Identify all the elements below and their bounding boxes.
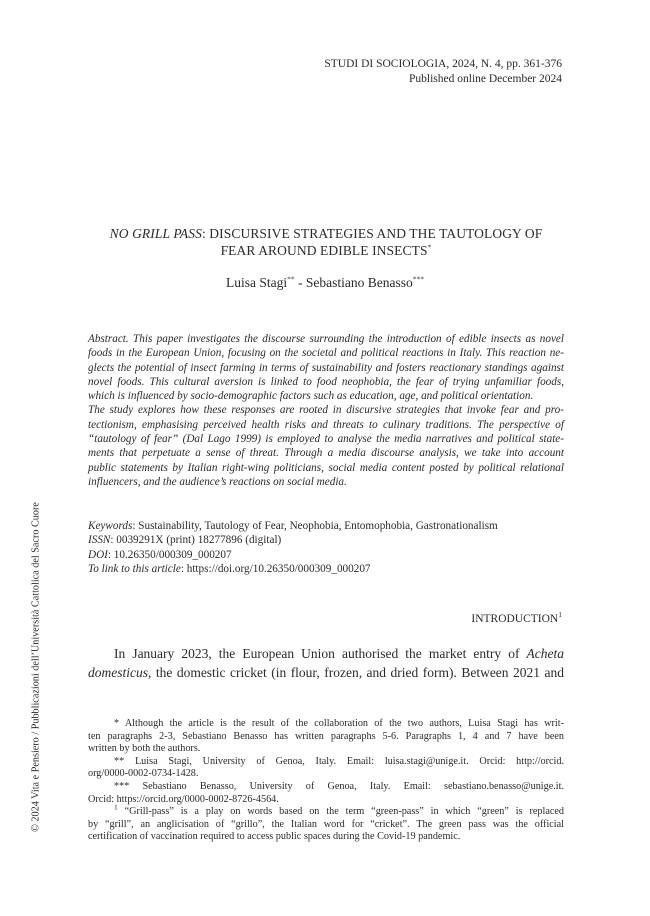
doi-value: : 10.26350/000309_000207 — [107, 548, 232, 561]
footnote-line: * Although the article is the result of the collaboration of the two authors, Luisa Stagi has writ- — [114, 718, 564, 729]
keywords-row — [88, 519, 564, 533]
body-text: In January 2023, the European Union authorised the market entry of — [114, 646, 527, 661]
journal-line: STUDI DI SOCIOLOGIA, 2024, N. 4, pp. 361-376 — [324, 58, 562, 70]
abstract-line: public statements by Italian right-wing politicians, social media content posted by political relational — [88, 461, 564, 474]
keywords-label: Keywords — [88, 520, 133, 532]
abstract — [88, 332, 564, 489]
footnote-line — [88, 802, 564, 819]
author-benasso-marker: *** — [412, 274, 424, 284]
footnote-line: certification of vaccination required to access public spaces during the Covid-19 pandemic. — [88, 831, 461, 843]
footnote-line: by “grill”, an anglicisation of “grillo”, the Italian word for “cricket”. The green pass was the official — [88, 818, 564, 830]
abstract-line: glects the potential of insect farming in terms of sustainability and fosters reactionary standings against — [88, 361, 564, 374]
species-name: domesticus — [88, 665, 148, 680]
copyright-sidebar — [26, 488, 46, 846]
author-benasso: Sebastiano Benasso — [305, 275, 413, 290]
copyright-text: © 2024 Vita e Pensiero / Pubblicazioni dell’Università Cattolica del Sacro Cuore — [30, 502, 42, 832]
title-line2: FEAR AROUND EDIBLE INSECTS — [220, 243, 428, 258]
section-heading-marker: 1 — [558, 610, 562, 620]
issn-label: ISSN — [88, 534, 111, 547]
author-stagi-marker: ** — [287, 274, 295, 284]
abstract-line: Abstract. This paper investigates the discourse surrounding the introduction of edible insects as novel — [88, 333, 564, 345]
article-link-row — [88, 562, 564, 576]
body-line — [88, 644, 564, 663]
abstract-line: The study explores how these responses are rooted in discursive strategies that invoke fear and pro- — [88, 404, 564, 417]
footnote-marker: 1 — [114, 802, 118, 812]
footnote-line: ** Luisa Stagi, University of Genoa, Italy. Email: luisa.stagi@unige.it. Orcid: http://orcid. — [114, 755, 564, 767]
issn-value: : 0039291X (print) 18277896 (digital) — [110, 534, 282, 547]
abstract-line: novel foods. This cultural aversion is linked to food neophobia, the fear of trying unfamiliar foods, — [88, 375, 564, 388]
author-line — [0, 275, 650, 291]
doi-label: DOI — [88, 548, 108, 561]
issn-row — [88, 533, 564, 547]
body-line — [88, 663, 564, 682]
species-name: Acheta — [526, 646, 564, 661]
doi-row — [88, 548, 564, 562]
article-link-value[interactable]: : https://doi.org/10.26350/000309_000207 — [180, 562, 371, 575]
footnote-line: *** Sebastiano Benasso, University of Genoa, Italy. Email: sebastiano.benasso@unige.it. — [114, 780, 564, 792]
footnote-line: org/0000-0002-0734-1428. — [88, 768, 199, 780]
title-line1-rest: : DISCURSIVE STRATEGIES AND THE TAUTOLOGY OF — [201, 226, 543, 241]
footnotes — [88, 718, 564, 844]
section-heading — [471, 610, 562, 625]
abstract-line: tectionism, emphasising perceived health risks and threats to culinary traditions. The perspective of — [88, 418, 564, 431]
title-footnote-marker: * — [427, 242, 432, 252]
abstract-line: foods in the European Union, focusing on the societal and political reactions in Italy. This reaction ne- — [88, 347, 564, 360]
author-stagi: Luisa Stagi — [226, 275, 288, 290]
article-metadata — [88, 519, 564, 576]
abstract-line: influencers, and the audience’s reactions on social media. — [88, 475, 347, 488]
title-italic: NO GRILL PASS — [109, 226, 202, 241]
footnote-line: written by both the authors. — [88, 743, 201, 755]
abstract-line: “tautology of fear” (Dal Lago 1999) is employed to analyse the media narratives and political state- — [88, 433, 564, 446]
footnote-text: “Grill-pass” is a play on words based on the term “green-pass” in which “green” is replaced — [117, 806, 564, 818]
author-separator: - — [294, 275, 306, 290]
keywords-value: : Sustainability, Tautology of Fear, Neophobia, Entomophobia, Gastronationalism — [132, 520, 498, 532]
abstract-line: which is influenced by socio-demographic factors such as education, age, and political orientation. — [88, 390, 534, 403]
section-heading-text: INTRODUCTION — [471, 613, 559, 625]
footnote-line: Orcid: https://orcid.org/0000-0002-8726-4564. — [88, 793, 279, 805]
body-paragraph — [88, 644, 564, 682]
footnote-line: ten paragraphs 2-3, Sebastiano Benasso has written paragraphs 5-6. Paragraphs 1, 4 and 7 have been — [88, 730, 564, 742]
published-line: Published online December 2024 — [409, 73, 562, 85]
journal-header — [324, 57, 562, 87]
article-title — [96, 225, 556, 259]
abstract-line: ments that perpetuate a sense of threat. Through a media discourse analysis, we take into account — [88, 447, 564, 460]
article-link-label: To link to this article — [88, 562, 181, 575]
body-text: , the domestic cricket (in flour, frozen, and dried form). Between 2021 and — [148, 665, 564, 680]
